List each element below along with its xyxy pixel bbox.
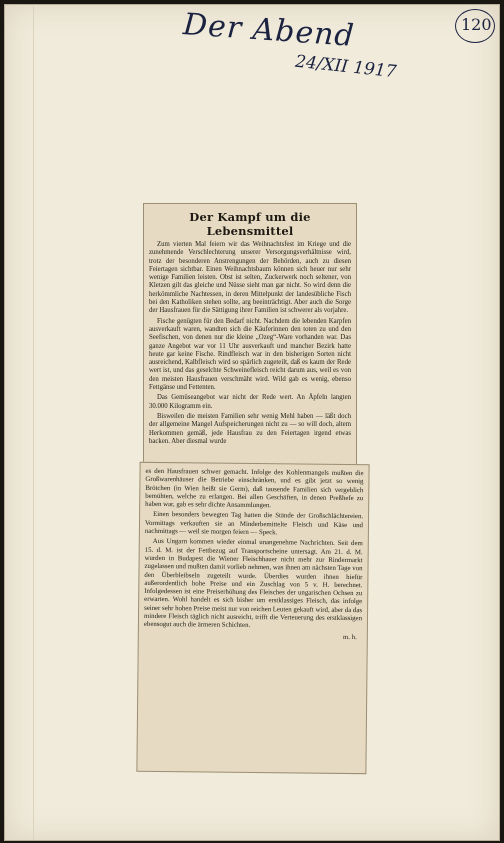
article-paragraph: Zum vierten Mal feiern wir das Weihnachtsfest im Kriege und die zunehmende Verschlechterung unserer Versorgungsverhältnisse wird, trotz der besonderen Anstrengungen der Behörden, auch zu diesen Feiertagen sichtbar. Einen Weihnachtsbaum können sich heuer nur sehr wenige Familien leisten. Obst ist selten, Zuckerwerk noch seltener, von Kletzen gilt das gleiche und Nüsse sieht man gar nicht. So wird denn die herkömmliche Nachtessen, in deren Mittelpunkt der landesübliche Fisch bei den Katholiken stehen sollte, arg beeinträchtigt. Aber auch die Sorge der Hausfrauen für die Sättigung ihrer Familien ist schwerer als vorjahre. <box>149 241 351 315</box>
newspaper-clipping-1 <box>143 203 357 473</box>
handwritten-page-number: 120 <box>461 15 492 34</box>
page-margin-line <box>33 5 34 840</box>
article-paragraph: Fische genügten für den Bedarf nicht. Nachdem die lebenden Karpfen ausverkauft waren, wandten sich die Käuferinnen den toten zu und den Seefischen, von denen nur die kleine „Ozeg“-Ware vorhanden war. Das ganze Angebot war vor 11 Uhr ausverkauft und mancher Bezirk hatte heute gar keine Fische. Rindfleisch war in den bisherigen Sorten nicht ausreichend, Kalbfleisch wird so spärlich zugeteilt, daß es kaum der Rede wert ist, und das geselchte Schweinefleisch reicht darum aus, weil es von den meisten Hausfrauen verschmäht wird. Wild gab es wenig, ebenso Fettgänse und Fettenten. <box>149 317 351 392</box>
newspaper-clipping-2 <box>136 462 369 774</box>
article-paragraph: Das Gemüseangebot war nicht der Rede wert. An Äpfeln langten 30.000 Kilogramm ein. <box>149 394 351 410</box>
article-signature: m. h. <box>342 633 357 641</box>
article-paragraph: Aus Ungarn kommen wieder einmal unangenehme Nachrichten. Seit dem 15. d. M. ist der Fettbezug auf Transportscheine untersagt. Am 21. d. M. wurden in Budapest die Wiener Fleischhauer nicht mehr zur Rindermarkt zugelassen und mußten damit vorlieb nehmen, was ihnen am nächsten Tage von den Überbleibseln zugeteilt wurde. Überdies wurden ihnen hiefür außerordentlich hohe Preise und ein Zuschlag von 5 v. H. berechnet. Infolgedessen ist eine Preiserhöhung des Fleisches der ungarischen Ochsen zu erwarten. Wohl handelt es sich bisher um erstklassiges Fleisch, das infolge seiner sehr hohen Preise meist nur von reichen Leuten gekauft wird, aber da das mindere Fleisch täglich nicht ausreicht, trifft die Verteuerung des erstklassigen ebensogut auch die ärmeren Schichten. <box>143 538 363 630</box>
archive-page <box>4 4 500 841</box>
article-paragraph: Bisweilen die meisten Familien sehr wenig Mehl haben — läßt doch der allgemeine Mangel Aufspeicherungen nicht zu — so will doch, altem Herkommen gemäß, jede Hausfrau zu den Feiertagen irgend etwas backen. Aber diesmal wurde <box>149 412 351 445</box>
article-headline: Der Kampf um die Lebensmittel <box>189 210 311 238</box>
handwritten-title: Der Abend <box>181 7 356 54</box>
article-paragraph: es den Hausfrauen schwer gemacht. Infolge des Kohlenmangels mußten die Großwarenhäuser die Betriebe einschränken, und es gibt jetzt so wenig Brötchen (in Wien heißt sie Germ), daß tausende Familien sich vergeblich bemühten, welche zu erlangen. Bei allen Geschäften, in denen Preßhefe zu haben war, gab es sehr dichte Ansammlungen. <box>145 467 364 510</box>
handwritten-date: 24/XII 1917 <box>294 51 398 83</box>
article-paragraph: Einen besonders bewegten Tag hatten die Stände der Großschlächtereien. Vormittags verkauften sie an Minderbemittelte Fleisch und Käse und nachmittags — weil sie morgen feiern — Speck. <box>144 511 364 537</box>
